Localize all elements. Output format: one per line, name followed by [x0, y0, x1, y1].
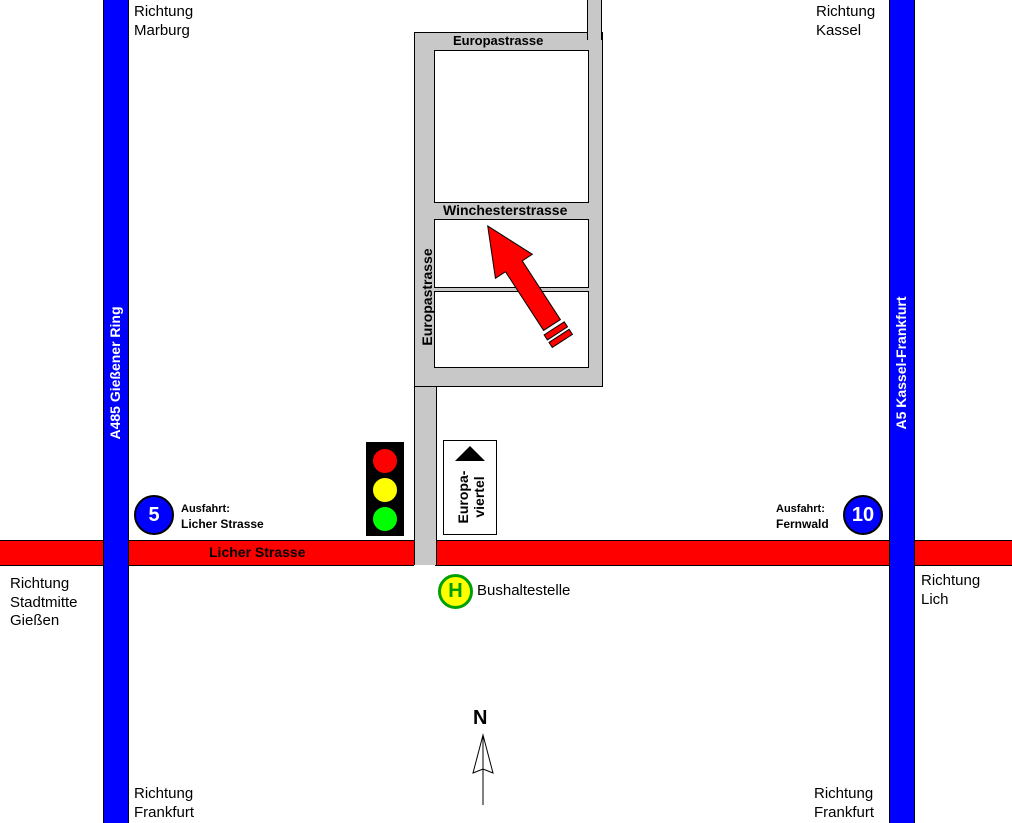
exit-10-title: Ausfahrt: — [776, 503, 825, 515]
exit-5-name: Licher Strasse — [181, 517, 264, 531]
direction-bottom-left-2: Frankfurt — [134, 804, 195, 821]
traffic-light-icon — [366, 442, 404, 536]
a5-label: A5 Kassel-Frankfurt — [893, 296, 909, 430]
direction-top-left-2: Marburg — [134, 22, 190, 39]
highway-a485-crossing — [103, 540, 129, 566]
sign-arrow-icon — [453, 444, 487, 464]
direction-top-left-1: Richtung — [134, 3, 194, 20]
exit-10-icon: 10 — [843, 495, 883, 535]
bus-stop-icon: H — [438, 574, 473, 609]
direction-mid-right-1: Richtung — [921, 572, 981, 589]
highway-a5-crossing — [889, 540, 915, 566]
block-north — [434, 50, 589, 203]
red-light-icon — [372, 448, 398, 474]
exit-5-icon: 5 — [134, 495, 174, 535]
sign-line2: viertel — [471, 476, 487, 518]
yellow-light-icon — [372, 477, 398, 503]
licher-strasse-label: Licher Strasse — [209, 544, 306, 560]
licher-strasse-road-left — [0, 540, 414, 566]
north-label: N — [473, 707, 488, 729]
green-light-icon — [372, 506, 398, 532]
direction-bottom-right-2: Frankfurt — [814, 804, 875, 821]
licher-strasse-road-right — [435, 540, 1012, 566]
europaviertel-sign — [443, 440, 497, 535]
destination-arrow-icon — [480, 220, 590, 355]
direction-mid-left-1: Richtung — [10, 575, 70, 592]
direction-mid-left-2: Stadtmitte — [10, 594, 78, 611]
direction-mid-right-2: Lich — [921, 591, 949, 608]
winchesterstrasse-label: Winchesterstrasse — [443, 202, 568, 218]
a485-label: A485 Gießener Ring — [107, 306, 123, 440]
exit-10-name: Fernwald — [776, 517, 829, 531]
direction-bottom-left-1: Richtung — [134, 785, 194, 802]
direction-mid-left-3: Gießen — [10, 612, 60, 629]
north-arrow-icon — [470, 733, 496, 805]
europastrasse-top-label: Europastrasse — [453, 33, 544, 48]
sign-line1: Europa- — [455, 470, 471, 524]
bus-stop-label: Bushaltestelle — [477, 582, 571, 599]
direction-bottom-right-1: Richtung — [814, 785, 874, 802]
direction-top-right-1: Richtung — [816, 3, 876, 20]
exit-5-title: Ausfahrt: — [181, 503, 230, 515]
europastrasse-side-label: Europastrasse — [419, 248, 435, 346]
direction-top-right-2: Kassel — [816, 22, 862, 39]
europastrasse-north-link — [587, 0, 602, 40]
